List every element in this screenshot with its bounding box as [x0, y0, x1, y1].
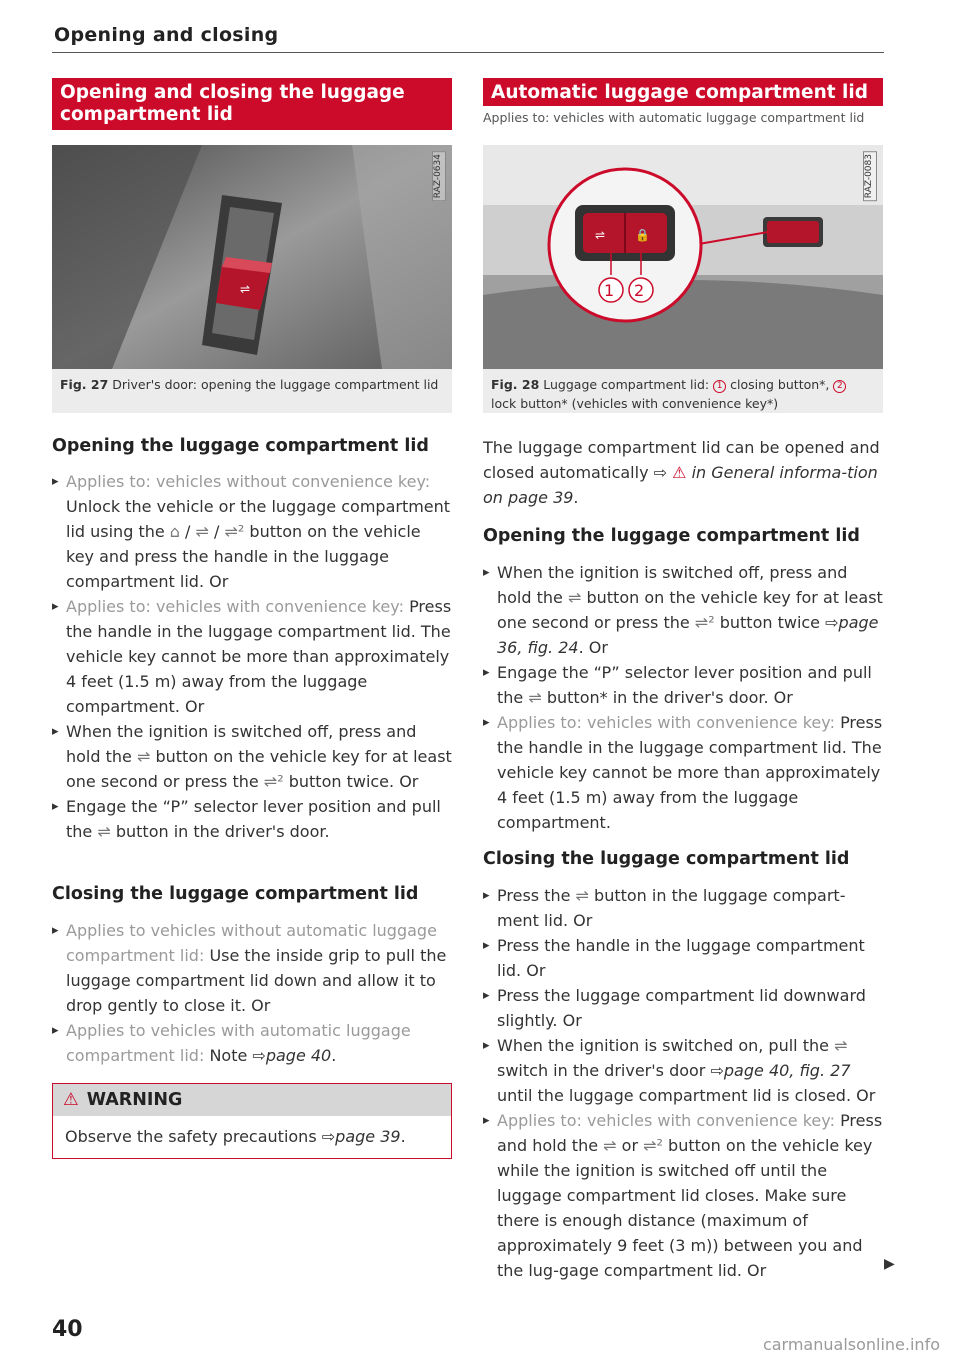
arrow-right-icon: ⇨	[710, 1061, 724, 1080]
list-text: Press the handle in the luggage compartment lid. The vehicle key cannot be more than approximately 4 feet (1.5 m) away from the luggage compartment. Or	[66, 597, 452, 716]
trunk-icon: ⇌	[567, 588, 582, 607]
warning-header	[53, 1084, 451, 1116]
list-text: button in the driver's door.	[115, 822, 330, 841]
list-text: Note	[209, 1046, 248, 1065]
list-item: ▸ When the ignition is switched off, press and hold the ⇌ button on the vehicle key for at least one second or press the ⇌² button twice ⇨page 36, fig. 24. Or	[483, 560, 883, 660]
warning-box	[52, 1083, 452, 1159]
warning-triangle-icon: ⚠	[63, 1090, 79, 1110]
list-text: button twice	[719, 613, 821, 632]
list-text: until the luggage compartment lid is closed. Or	[497, 1086, 876, 1105]
figure-28-image	[483, 145, 883, 369]
list-item: ▸ Applies to vehicles with automatic luggage compartment lid: Note ⇨page 40.	[52, 1018, 452, 1068]
list-text: button on the vehicle key and press the handle in the luggage compartment lid. Or	[66, 522, 421, 591]
marker-1: 1	[604, 281, 615, 300]
svg-text:⇌: ⇌	[595, 228, 606, 242]
list-item	[483, 883, 883, 933]
trunk-icon: ⇌	[97, 822, 111, 841]
page-reference-link[interactable]: page 36, fig. 24	[497, 613, 879, 657]
list-text: Unlock the vehicle or the luggage compartment lid using the	[66, 497, 451, 541]
list-text: When the ignition is switched on, pull the	[497, 1036, 829, 1055]
tailgate-buttons-illustration	[483, 145, 883, 369]
applies-note: Applies to: vehicles with convenience key:	[497, 1111, 835, 1130]
list-item: ▸ Press the handle in the luggage compartment lid. Or	[483, 933, 883, 983]
list-text: button on the vehicle key for at least one second or press the	[497, 588, 883, 632]
warning-body: Observe the safety precautions ⇨page 39.	[65, 1127, 406, 1146]
banner-line-2: compartment lid	[60, 104, 233, 125]
intro-text: The luggage compartment lid can be opened and closed automatically	[483, 438, 880, 482]
callout-2-icon: 2	[833, 380, 846, 393]
list-item	[483, 710, 883, 835]
figure-28	[483, 145, 883, 413]
trunk-2x-icon: ⇌²	[263, 772, 284, 791]
arrow-right-icon: ⇨	[252, 1046, 266, 1065]
closing-list	[52, 918, 452, 1068]
list-text: button on the vehicle key for at least one second or press the	[66, 747, 452, 791]
list-text: When the ignition is switched off, press and hold the	[66, 722, 417, 766]
figure-code: RAZ-0083	[863, 151, 877, 201]
applies-note: Applies to vehicles without automatic luggage compartment lid:	[66, 921, 437, 965]
opening-list	[52, 469, 452, 844]
continue-arrow-icon: ▶	[884, 1256, 895, 1272]
auto-opening-list	[483, 560, 883, 835]
svg-text:🔒: 🔒	[635, 228, 650, 242]
trunk-icon: ⇌	[603, 1136, 617, 1155]
page-reference-link[interactable]: in General informa-tion on page 39	[483, 463, 878, 507]
list-text: Engage the “P” selector lever position and pull the	[66, 797, 441, 841]
trunk-2x-icon: ⇌²	[694, 613, 715, 632]
list-text: Engage the “P” selector lever position and pull the	[497, 663, 872, 707]
arrow-right-icon: ⇨	[825, 613, 839, 632]
list-item	[52, 918, 452, 1018]
applies-note: Applies to: vehicles with convenience key:	[497, 713, 835, 732]
page-reference-link[interactable]: page 39	[335, 1127, 401, 1146]
list-item	[483, 1033, 883, 1108]
caption-text: Luggage compartment lid:	[543, 377, 710, 392]
list-item	[52, 719, 452, 794]
lock-open-icon: ⌂	[169, 522, 180, 541]
figure-code: RAZ-0634	[432, 151, 446, 201]
caption-text: closing button*,	[730, 377, 830, 392]
list-item	[483, 1108, 883, 1283]
auto-closing-list	[483, 883, 883, 1283]
list-text: button* in the driver's door. Or	[546, 688, 793, 707]
applies-note: Applies to: vehicles with automatic luggage compartment lid	[483, 110, 865, 125]
callout-1-icon: 1	[713, 380, 726, 393]
page-reference-link[interactable]: page 40, fig. 27	[723, 1061, 851, 1080]
figure-27-image	[52, 145, 452, 369]
section-title-closing: Closing the luggage compartment lid	[52, 884, 419, 904]
figure-27-caption	[52, 369, 452, 400]
list-text: Use the inside grip to pull the luggage compartment lid down and allow it to drop gently to close it. Or	[66, 946, 447, 1015]
figure-28-caption	[483, 369, 883, 419]
list-text: button twice. Or	[288, 772, 419, 791]
list-text: Press the handle in the luggage compartment lid. The vehicle key cannot be more than approximately 4 feet (1.5 m) away from the luggage compartment.	[497, 713, 883, 832]
section-title-closing-auto: Closing the luggage compartment lid	[483, 849, 850, 869]
arrow-right-icon: ⇨	[653, 463, 668, 482]
section-title-opening: Opening the luggage compartment lid	[52, 436, 429, 456]
list-item	[52, 594, 452, 719]
list-text: or	[621, 1136, 639, 1155]
list-text: Press and hold the	[497, 1111, 883, 1155]
trunk-icon: ⇌	[195, 522, 209, 541]
arrow-right-icon: ⇨	[321, 1127, 336, 1146]
svg-text:⇌: ⇌	[240, 282, 251, 296]
page-reference-link[interactable]: page 40	[265, 1046, 332, 1065]
warning-triangle-icon: ⚠	[672, 463, 687, 482]
page-header-title: Opening and closing	[54, 24, 279, 46]
applies-note: Applies to vehicles with automatic luggage compartment lid:	[66, 1021, 411, 1065]
list-item: ▸ Applies to: vehicles without convenience key: Unlock the vehicle or the luggage compartment lid using the ⌂ / ⇌ / ⇌² button on the vehicle key and press the handle in the luggage compartment lid. Or	[52, 469, 452, 594]
warning-title: WARNING	[86, 1090, 183, 1110]
intro-paragraph: The luggage compartment lid can be opened and closed automatically ⇨ ⚠ in General informa-tion on page 39.	[483, 438, 880, 507]
list-text: button on the vehicle key while the ignition is switched off until the luggage compartment lid closes. Make sure there is enough distance (maximum of approximately 9 feet (3 m)) between you and the lug-gage compartment lid. Or	[497, 1136, 873, 1280]
watermark: carmanualsonline.info	[762, 1335, 940, 1354]
list-text: button in the luggage compart-ment lid. Or	[497, 886, 846, 930]
trunk-2x-icon: ⇌²	[643, 1136, 663, 1155]
list-item: ▸ Press the luggage compartment lid downward slightly. Or	[483, 983, 883, 1033]
trunk-2x-icon: ⇌²	[224, 522, 245, 541]
section-banner-right: Automatic luggage compartment lid	[483, 78, 883, 106]
page-number: 40	[52, 1317, 83, 1342]
section-banner-left	[52, 78, 452, 130]
list-item	[52, 794, 452, 844]
trunk-icon: ⇌	[136, 747, 151, 766]
figure-label: Fig. 28	[491, 377, 540, 392]
applies-note: Applies to: vehicles without convenience key:	[66, 472, 431, 491]
banner-line-1: Opening and closing the luggage	[60, 82, 405, 103]
marker-2: 2	[634, 281, 645, 300]
caption-text: lock button* (vehicles with convenience key*)	[491, 396, 779, 411]
list-item	[483, 660, 883, 710]
trunk-icon: ⇌	[575, 886, 589, 905]
trunk-icon: ⇌	[528, 688, 542, 707]
figure-27	[52, 145, 452, 413]
applies-note: Applies to: vehicles with convenience key:	[66, 597, 404, 616]
section-title-opening-auto: Opening the luggage compartment lid	[483, 526, 860, 546]
list-text: When the ignition is switched off, press and hold the	[497, 563, 848, 607]
caption-text: Driver's door: opening the luggage compartment lid	[112, 377, 439, 392]
list-text: Or	[588, 638, 608, 657]
list-text: switch in the driver's door	[497, 1061, 706, 1080]
warning-text: Observe the safety precautions	[65, 1127, 317, 1146]
header-rule	[52, 52, 884, 53]
figure-label: Fig. 27	[60, 377, 109, 392]
trunk-icon: ⇌	[834, 1036, 848, 1055]
list-text: Press the	[497, 886, 571, 905]
door-switch-illustration	[52, 145, 452, 369]
